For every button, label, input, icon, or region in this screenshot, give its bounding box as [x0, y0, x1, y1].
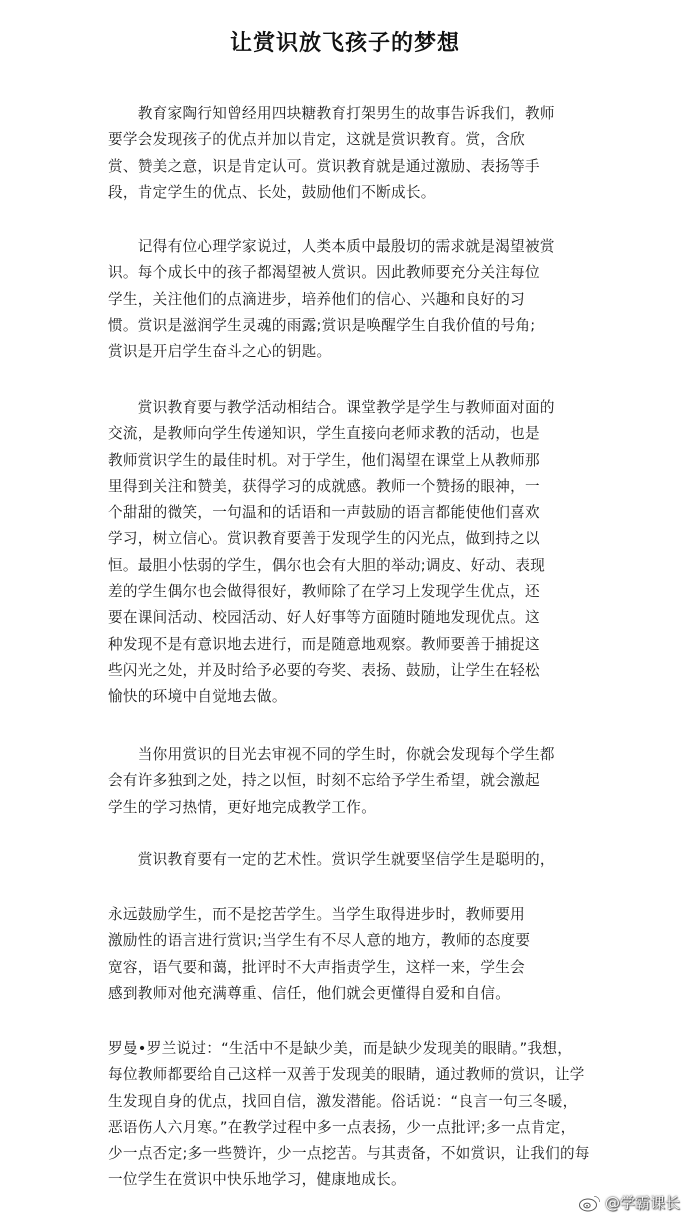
watermark-text: @学霸课长 — [604, 1194, 680, 1212]
paragraph-line: 激励性的语言进行赏识;当学生有不尽人意的地方，教师的态度要 — [108, 932, 531, 950]
paragraph-line: 罗曼•罗兰说过：“生活中不是缺少美，而是缺少发现美的眼睛。”我想， — [108, 1040, 573, 1057]
paragraph-line: 每位教师都要给自己这样一双善于发现美的眼睛，通过教师的赏识，让学 — [108, 1066, 585, 1084]
paragraph-line: 教师赏识学生的最佳时机。对于学生，他们渴望在课堂上从教师那 — [108, 451, 540, 469]
paragraph-line: 差的学生偶尔也会做得很好，教师除了在学习上发现学生优点，还 — [108, 583, 540, 601]
paragraph-line: 惯。赏识是滋润学生灵魂的雨露;赏识是唤醒学生自我价值的号角; — [108, 316, 536, 334]
paragraph-line: 要在课间活动、校园活动、好人好事等方面随时随地发现优点。这 — [108, 609, 540, 627]
paragraph-line: 教育家陶行知曾经用四块糖教育打架男生的故事告诉我们，教师 — [108, 105, 555, 122]
paragraph-line: 赏识是开启学生奋斗之心的钥匙。 — [108, 343, 332, 361]
paragraph-line: 赏识教育要与教学活动相结合。课堂教学是学生与教师面对面的 — [108, 399, 555, 416]
paragraph-line: 愉快的环境中自觉地去做。 — [108, 688, 287, 706]
paragraph-line: 少一点否定;多一些赞许，少一点挖苦。与其责备，不如赏识，让我们的每 — [108, 1145, 590, 1163]
paragraph-line: 恒。最胆小怯弱的学生，偶尔也会有大胆的举动;调皮、好动、表现 — [108, 556, 546, 574]
weibo-icon — [579, 1194, 601, 1212]
paragraph-line: 要学会发现孩子的优点并加以肯定，这就是赏识教育。赏，含欣 — [108, 131, 526, 149]
paragraph-line: 永远鼓励学生，而不是挖苦学生。当学生取得进步时，教师要用 — [108, 906, 526, 923]
paragraph-line: 种发现不是有意识地去进行，而是随意地观察。教师要善于捕捉这 — [108, 635, 540, 653]
paragraph-7 — [108, 1036, 590, 1194]
paragraph-line: 宽容，语气要和蔼，批评时不大声指责学生，这样一来，学生会 — [108, 958, 526, 976]
paragraph-line: 学生的学习热情，更好地完成教学工作。 — [108, 798, 377, 816]
paragraph-2 — [108, 234, 555, 365]
paragraph-line: 里得到关注和赞美，获得学习的成就感。教师一个赞扬的眼神，一 — [108, 477, 540, 495]
paragraph-line: 学习，树立信心。赏识教育要善于发现学生的闪光点，做到持之以 — [108, 530, 540, 548]
paragraph-5 — [108, 847, 555, 873]
paragraph-line: 赏、赞美之意，识是肯定认可。赏识教育就是通过激励、表扬等手 — [108, 157, 540, 175]
paragraph-line: 些闪光之处，并及时给予必要的夸奖、表扬、鼓励，让学生在轻松 — [108, 661, 540, 679]
paragraph-line: 会有许多独到之处，持之以恒，时刻不忘给予学生希望，就会激起 — [108, 772, 540, 790]
weibo-watermark — [579, 1192, 680, 1213]
paragraph-3 — [108, 395, 555, 711]
paragraph-line: 记得有位心理学家说过，人类本质中最殷切的需求就是渴望被赏 — [108, 238, 555, 255]
paragraph-line: 恶语伤人六月寒。”在教学过程中多一点表扬，少一点批评;多一点肯定， — [108, 1118, 576, 1136]
paragraph-line: 交流，是教师向学生传递知识，学生直接向老师求教的活动，也是 — [108, 425, 540, 443]
article-title: 让赏识放飞孩子的梦想 — [229, 31, 460, 56]
paragraph-line: 学生，关注他们的点滴进步，培养他们的信心、兴趣和良好的习 — [108, 290, 526, 308]
paragraph-line: 当你用赏识的目光去审视不同的学生时，你就会发现每个学生都 — [108, 746, 555, 763]
paragraph-line: 识。每个成长中的孩子都渴望被人赏识。因此教师要充分关注每位 — [108, 264, 540, 282]
paragraph-line: 感到教师对他充满尊重、信任，他们就会更懂得自爱和自信。 — [108, 984, 511, 1002]
paragraph-6 — [108, 902, 530, 1007]
paragraph-line: 段，肯定学生的优点、长处，鼓励他们不断成长。 — [108, 183, 436, 201]
paragraph-line: 一位学生在赏识中快乐地学习，健康地成长。 — [108, 1171, 406, 1189]
paragraph-4 — [108, 742, 555, 821]
paragraph-1 — [108, 101, 555, 206]
paragraph-line: 赏识教育要有一定的艺术性。赏识学生就要坚信学生是聪明的， — [108, 851, 555, 868]
paragraph-line: 生发现自身的优点，找回自信，激发潜能。俗话说：“良言一句三冬暖， — [108, 1092, 578, 1110]
paragraph-line: 个甜甜的微笑，一句温和的话语和一声鼓励的语言都能使他们喜欢 — [108, 504, 540, 522]
